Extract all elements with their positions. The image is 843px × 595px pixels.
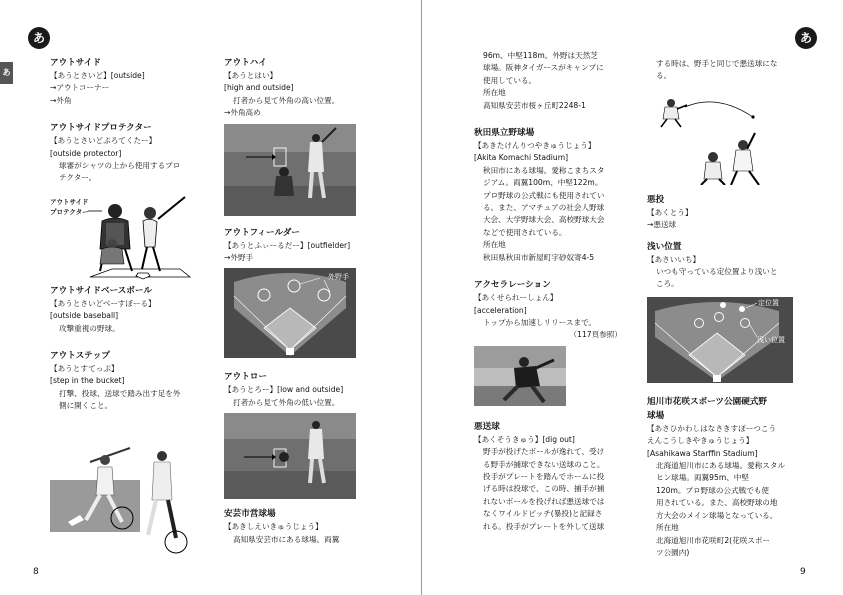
entry-title: 悪投	[647, 194, 665, 205]
entry-body: 大会、大学野球大会、高校野球大会	[483, 215, 605, 225]
column-2	[224, 56, 364, 560]
entry-body: る野手が捕球できない送球のこと。	[483, 459, 605, 469]
cross-reference: →外野手	[224, 253, 254, 263]
page-reference: （117頁参照）	[569, 330, 622, 340]
address-label: 所在地	[483, 240, 506, 250]
entry-body: ジアム。両翼100m、中堅122m。	[483, 178, 603, 188]
entry-english: [step in the bucket]	[50, 376, 125, 386]
figure-label: 浅い位置	[757, 335, 785, 344]
entry-body: 球審がシャツの上から使用するプロ	[59, 161, 181, 171]
cross-reference: →アウトコーナー	[50, 83, 110, 93]
entry-outside-protector	[50, 121, 210, 185]
entry-body: る。また、アマチュアの社会人野球	[483, 203, 605, 213]
outfielder-field-diagram	[224, 268, 356, 358]
entry-reading: 【あうとさいど】[outside]	[50, 71, 145, 80]
cross-reference: →悪送球	[647, 220, 677, 230]
entry-title: アウトハイ	[224, 58, 267, 68]
entry-reading: 【あくとう】	[647, 207, 693, 217]
entry-body: テクター。	[59, 173, 97, 183]
entry-reading: 【あうとすてっぷ】	[50, 364, 119, 374]
entry-body: 投手がプレートを踏んでホームに投	[483, 471, 605, 481]
entry-akutou	[647, 193, 795, 232]
entry-english: [high and outside]	[224, 83, 294, 93]
entry-reading: えんこうしきやきゅうじょう】	[647, 436, 754, 446]
kana-badge-right: あ	[795, 27, 817, 49]
entry-title: アウトサイド	[50, 58, 101, 68]
entry-bad-throw-continued	[647, 58, 795, 83]
cross-reference: →外角	[50, 95, 72, 105]
entry-body: 打者から見て外角の低い位置。	[233, 397, 340, 407]
entry-out-low	[224, 370, 364, 409]
address-label: 所在地	[656, 523, 679, 533]
entry-body: する時は、野手と同じで悪送球にな	[656, 59, 778, 68]
entry-title: 安芸市営球場	[224, 509, 276, 520]
bad-throw-illustration	[647, 87, 777, 185]
figure-label: 定位置	[758, 298, 779, 307]
entry-body: プロ野球の公式戦にも使用されてい	[483, 190, 605, 200]
entry-reading: 【あきしえいきゅうじょう】	[224, 522, 323, 532]
entry-body: などで使用されている。	[483, 227, 567, 237]
kana-badge-left: あ	[28, 27, 50, 49]
entry-english: [outside baseball]	[50, 311, 119, 321]
entry-outside-baseball	[50, 284, 210, 335]
entry-body: 側に開くこと。	[59, 401, 113, 411]
entry-body: 高知県安芸市にある球場。両翼	[233, 534, 340, 544]
entry-reading: 【あきたけんりつやきゅうじょう】	[474, 141, 596, 151]
entry-body: 用されている。また、高校野球の地	[656, 498, 778, 508]
cross-reference: →外角高め	[224, 108, 261, 118]
entry-body: なくワイルドピッチ(暴投)と記録さ	[483, 509, 603, 519]
entry-body: トップから加速しリリースまで。	[483, 317, 597, 327]
entry-body: 96m、中堅118m。外野は天然芝	[483, 51, 598, 60]
figure-label: アウトサイド	[50, 197, 89, 206]
address-label: 所在地	[483, 88, 506, 98]
entry-body: 野手が投げたボールが逸れて、受け	[483, 447, 605, 457]
entry-title: 球場	[647, 410, 665, 421]
entry-outfielder	[224, 226, 364, 265]
entry-body: れないボールを投げれば悪送球では	[483, 496, 605, 506]
entry-bad-throw	[474, 420, 622, 533]
entry-english: [outside protector]	[50, 148, 122, 158]
entry-english: [Asahikawa Starffin Stadium]	[647, 448, 758, 458]
entry-english: [acceleration]	[474, 305, 527, 315]
entry-reading: 【あうとろー】[low and outside]	[224, 385, 344, 395]
entry-title: アウトステップ	[50, 351, 110, 362]
index-tab[interactable]: あ	[0, 62, 13, 84]
entry-shallow-position	[647, 240, 795, 291]
address: ツ公園内)	[656, 547, 690, 557]
column-3	[474, 50, 622, 547]
out-low-photo	[224, 413, 356, 499]
page-number-left: 8	[33, 567, 39, 577]
entry-title: アウトフィールダー	[224, 227, 300, 238]
figure-label: 外野手	[328, 273, 349, 282]
entry-title: アクセラレーション	[474, 280, 551, 291]
address: 高知県安芸市桜ヶ丘町2248-1	[483, 100, 586, 110]
acceleration-photo	[474, 346, 566, 406]
address: 秋田県秋田市新屋町字砂奴寄4-5	[483, 252, 595, 262]
outside-protector-illustration	[50, 189, 210, 284]
out-step-photo	[50, 440, 200, 558]
entry-reading: 【あうとさいどべーすぼーる】	[50, 298, 156, 308]
entry-title: アウトロー	[224, 372, 267, 383]
entry-body: ヒン球場。両翼95m、中堅	[656, 473, 749, 483]
column-1	[50, 56, 210, 427]
column-4	[647, 58, 795, 573]
entry-body: ころ。	[656, 279, 679, 289]
entry-reading: 【あさいいち】	[647, 254, 701, 264]
entry-body: 打者から見て外角の高い位置。	[233, 95, 340, 105]
entry-title: 秋田県立野球場	[474, 128, 535, 139]
entry-title: アウトサイドプロテクター	[50, 123, 152, 134]
entry-aki-continued	[474, 50, 622, 112]
entry-asahikawa-stadium	[647, 395, 795, 559]
entry-title: 悪送球	[474, 421, 500, 432]
umpire-catcher-batter-drawing	[50, 189, 210, 284]
entry-out-high	[224, 56, 364, 120]
entry-body: いつも守っている定位置より浅いと	[656, 267, 778, 277]
entry-aki-stadium	[224, 507, 364, 546]
entry-body: 球場。阪神タイガースがキャンプに	[483, 63, 604, 73]
entry-out-step	[50, 349, 210, 413]
entry-akita-komachi	[474, 126, 622, 264]
entry-acceleration	[474, 278, 622, 342]
entry-body: れる。投手がプレートを外して送球	[483, 521, 605, 531]
entry-body: 方大会のメイン球場となっている。	[656, 510, 778, 520]
page-spine	[421, 0, 422, 595]
entry-reading: 【あさひかわしはなさきすぽーつこう	[647, 423, 777, 433]
entry-reading: 【あくそうきゅう】[dig out]	[474, 434, 575, 444]
entry-body: 北海道旭川市にある球場。愛称スタル	[656, 461, 786, 471]
entry-title: 浅い位置	[647, 241, 682, 252]
out-high-photo	[224, 124, 356, 216]
entry-title: アウトサイドベースボール	[50, 285, 152, 296]
address: 北海道旭川市花咲町2(花咲スポー	[656, 535, 771, 545]
entry-body: 使用している。	[483, 75, 537, 85]
entry-body: 攻撃重視の野球。	[59, 323, 120, 333]
page-number-right: 9	[800, 567, 806, 577]
entry-body: げる時は投球で、この時、捕手が捕	[483, 484, 605, 494]
entry-title: 旭川市花咲スポーツ公園硬式野	[647, 396, 767, 407]
shallow-position-field-diagram	[647, 297, 793, 383]
figure-label: プロテクター	[50, 207, 89, 216]
entry-body: 秋田市にある球場。愛称こまちスタ	[483, 165, 605, 175]
entry-english: [Akita Komachi Stadium]	[474, 153, 569, 163]
entry-reading: 【あうとふぃーるだー】[outfielder]	[224, 240, 351, 250]
entry-reading: 【あうとはい】	[224, 71, 278, 80]
entry-reading: 【あくせられーしょん】	[474, 293, 558, 303]
entry-body: 120m。プロ野球の公式戦でも使	[656, 485, 770, 495]
entry-body: る。	[656, 71, 672, 81]
entry-reading: 【あうとさいどぷろてくたー】	[50, 136, 157, 146]
entry-body: 打撃、投球、送球で踏み出す足を外	[59, 388, 181, 398]
entry-outside	[50, 56, 210, 107]
